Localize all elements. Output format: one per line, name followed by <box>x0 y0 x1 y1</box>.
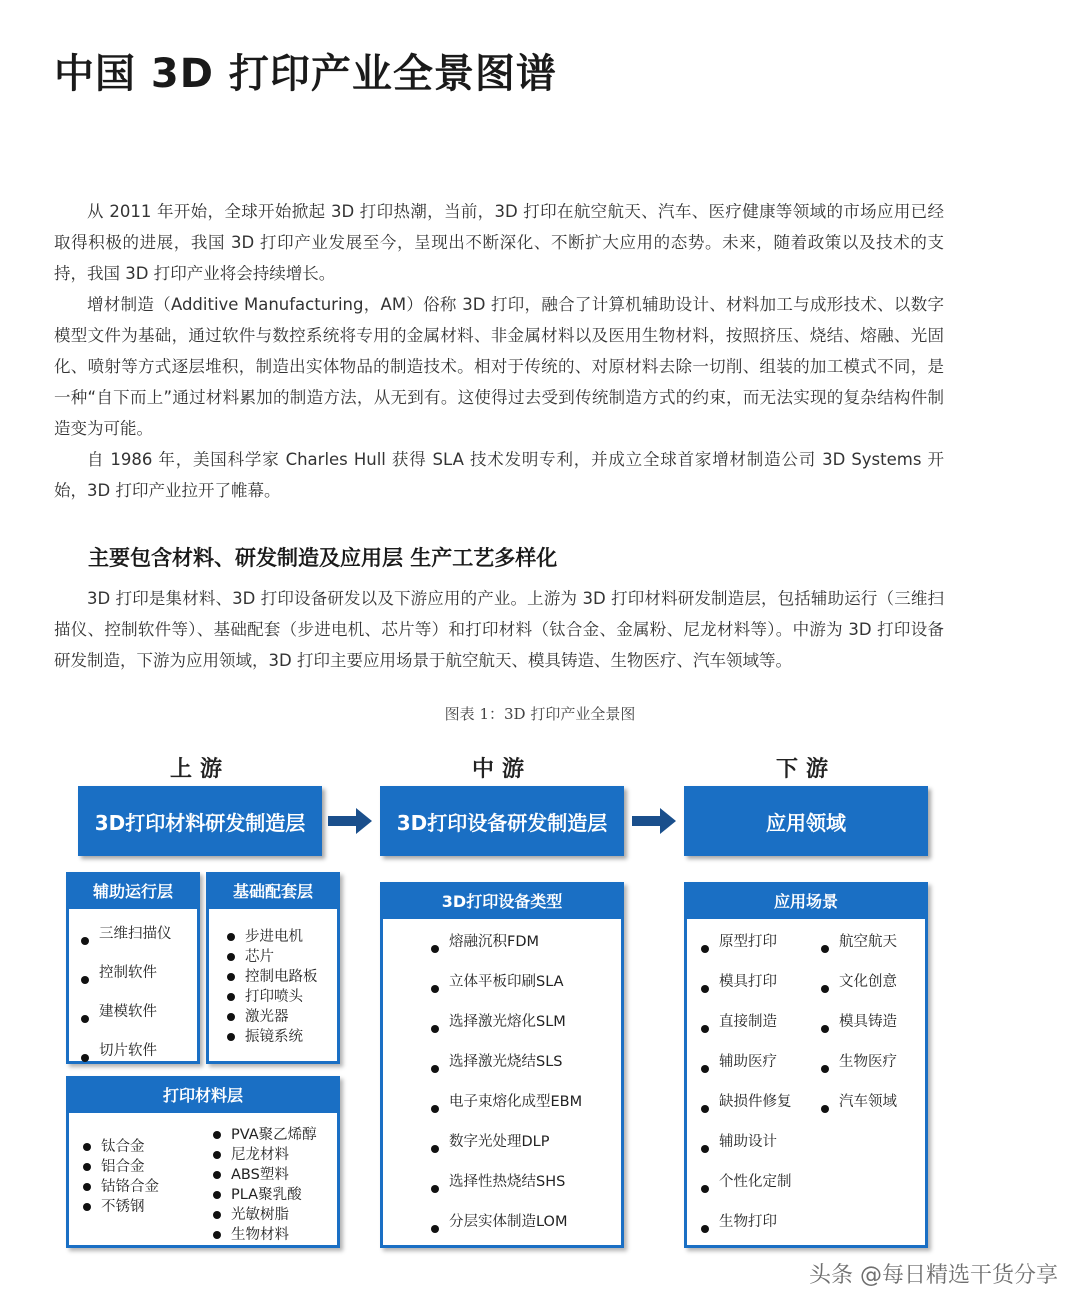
list-item: 尼龙材料 <box>209 1145 317 1165</box>
figure-caption: 图表 1：3D 打印产业全景图 <box>444 705 636 723</box>
list-item: 三维扫描仪 <box>77 921 172 960</box>
list-item: 控制电路板 <box>223 967 318 987</box>
list-item: 文化创意 <box>817 969 897 1009</box>
material-layer-list-left <box>79 1137 159 1217</box>
equipment-panel <box>380 882 624 1248</box>
section-text <box>54 583 944 676</box>
list-item: 数字光处理DLP <box>427 1129 582 1169</box>
aux-layer-title: 辅助运行层 <box>69 875 197 909</box>
list-item: 打印喷头 <box>223 987 318 1007</box>
list-item: 控制软件 <box>77 960 172 999</box>
intro-text <box>54 196 944 506</box>
list-item: 选择性热烧结SHS <box>427 1169 582 1209</box>
list-item: 原型打印 <box>697 929 792 969</box>
list-item: 生物打印 <box>697 1209 792 1249</box>
list-item: 熔融沉积FDM <box>427 929 582 969</box>
downstream-box: 应用领域 <box>684 786 928 856</box>
list-item: 航空航天 <box>817 929 897 969</box>
list-item: 选择激光烧结SLS <box>427 1049 582 1089</box>
list-item: 不锈钢 <box>79 1197 159 1217</box>
section-paragraph: 3D 打印是集材料、3D 打印设备研发以及下游应用的产业。上游为 3D 打印材料研发制造层，包括辅助运行（三维扫描仪、控制软件等）、基础配套（步进电机、芯片等）和打印材料（钛合金、金属粉、尼龙材料等）。中游为 3D 打印设备研发制造，下游为应用领域，3D 打印主要应用场景于航空航天、模具铸造、生物医疗、汽车领域等。 <box>54 589 944 670</box>
section-heading: 主要包含材料、研发制造及应用层 生产工艺多样化 <box>88 546 558 570</box>
watermark: 头条 @每日精选干货分享 <box>809 1263 1058 1288</box>
list-item: 生物材料 <box>209 1225 317 1245</box>
list-item: 汽车领域 <box>817 1089 897 1129</box>
list-item: 切片软件 <box>77 1038 172 1077</box>
material-layer-panel <box>66 1076 340 1248</box>
aux-layer-list <box>77 921 172 1077</box>
intro-paragraph: 从 2011 年开始，全球开始掀起 3D 打印热潮，当前，3D 打印在航空航天、汽车、医疗健康等领域的市场应用已经取得积极的进展，我国 3D 打印产业发展至今，呈现出不断深化、不断扩大应用的态势。未来，随着政策以及技术的支持，我国 3D 打印产业将会持续增长。 <box>54 202 944 283</box>
list-item: ABS塑料 <box>209 1165 317 1185</box>
list-item: 光敏树脂 <box>209 1205 317 1225</box>
list-item: 芯片 <box>223 947 318 967</box>
list-item: 激光器 <box>223 1007 318 1027</box>
midstream-box: 3D打印设备研发制造层 <box>380 786 624 856</box>
list-item: PLA聚乳酸 <box>209 1185 317 1205</box>
page-title: 中国 3D 打印产业全景图谱 <box>54 51 557 97</box>
equipment-list <box>427 929 582 1249</box>
scenario-list-right <box>817 929 897 1129</box>
list-item: 电子束熔化成型EBM <box>427 1089 582 1129</box>
downstream-label: 下游 <box>775 757 836 782</box>
upstream-label: 上游 <box>169 757 230 782</box>
list-item: 铝合金 <box>79 1157 159 1177</box>
list-item: 建模软件 <box>77 999 172 1038</box>
list-item: 钛合金 <box>79 1137 159 1157</box>
list-item: 个性化定制 <box>697 1169 792 1209</box>
base-layer-list <box>223 927 318 1047</box>
list-item: 模具打印 <box>697 969 792 1009</box>
material-layer-title: 打印材料层 <box>69 1079 337 1113</box>
base-layer-title: 基础配套层 <box>209 875 337 909</box>
list-item: 振镜系统 <box>223 1027 318 1047</box>
midstream-label: 中游 <box>471 757 532 782</box>
arrow-right-icon <box>328 806 374 836</box>
intro-paragraph: 增材制造（Additive Manufacturing，AM）俗称 3D 打印，融合了计算机辅助设计、材料加工与成形技术、以数字模型文件为基础，通过软件与数控系统将专用的金属材料、非金属材料以及医用生物材料，按照挤压、烧结、熔融、光固化、喷射等方式逐层堆积，制造出实体物品的制造技术。相对于传统的、对原材料去除一切削、组装的加工模式不同，是一种“自下而上”通过材料累加的制造方法，从无到有。这使得过去受到传统制造方式的约束，而无法实现的复杂结构件制造变为可能。 <box>54 295 944 438</box>
intro-paragraph: 自 1986 年，美国科学家 Charles Hull 获得 SLA 技术发明专利，并成立全球首家增材制造公司 3D Systems 开始，3D 打印产业拉开了帷幕。 <box>54 450 944 500</box>
list-item: 步进电机 <box>223 927 318 947</box>
list-item: 立体平板印刷SLA <box>427 969 582 1009</box>
list-item: 辅助医疗 <box>697 1049 792 1089</box>
list-item: 生物医疗 <box>817 1049 897 1089</box>
list-item: PVA聚乙烯醇 <box>209 1125 317 1145</box>
list-item: 模具铸造 <box>817 1009 897 1049</box>
list-item: 分层实体制造LOM <box>427 1209 582 1249</box>
list-item: 选择激光熔化SLM <box>427 1009 582 1049</box>
upstream-box: 3D打印材料研发制造层 <box>78 786 322 856</box>
material-layer-list-right <box>209 1125 317 1245</box>
list-item: 缺损件修复 <box>697 1089 792 1129</box>
aux-layer-panel <box>66 872 200 1064</box>
base-layer-panel <box>206 872 340 1064</box>
list-item: 钴铬合金 <box>79 1177 159 1197</box>
equipment-title: 3D打印设备类型 <box>383 885 621 919</box>
scenario-list-left <box>697 929 792 1249</box>
list-item: 辅助设计 <box>697 1129 792 1169</box>
scenario-panel <box>684 882 928 1248</box>
arrow-right-icon <box>632 806 678 836</box>
scenario-title: 应用场景 <box>687 885 925 919</box>
list-item: 直接制造 <box>697 1009 792 1049</box>
